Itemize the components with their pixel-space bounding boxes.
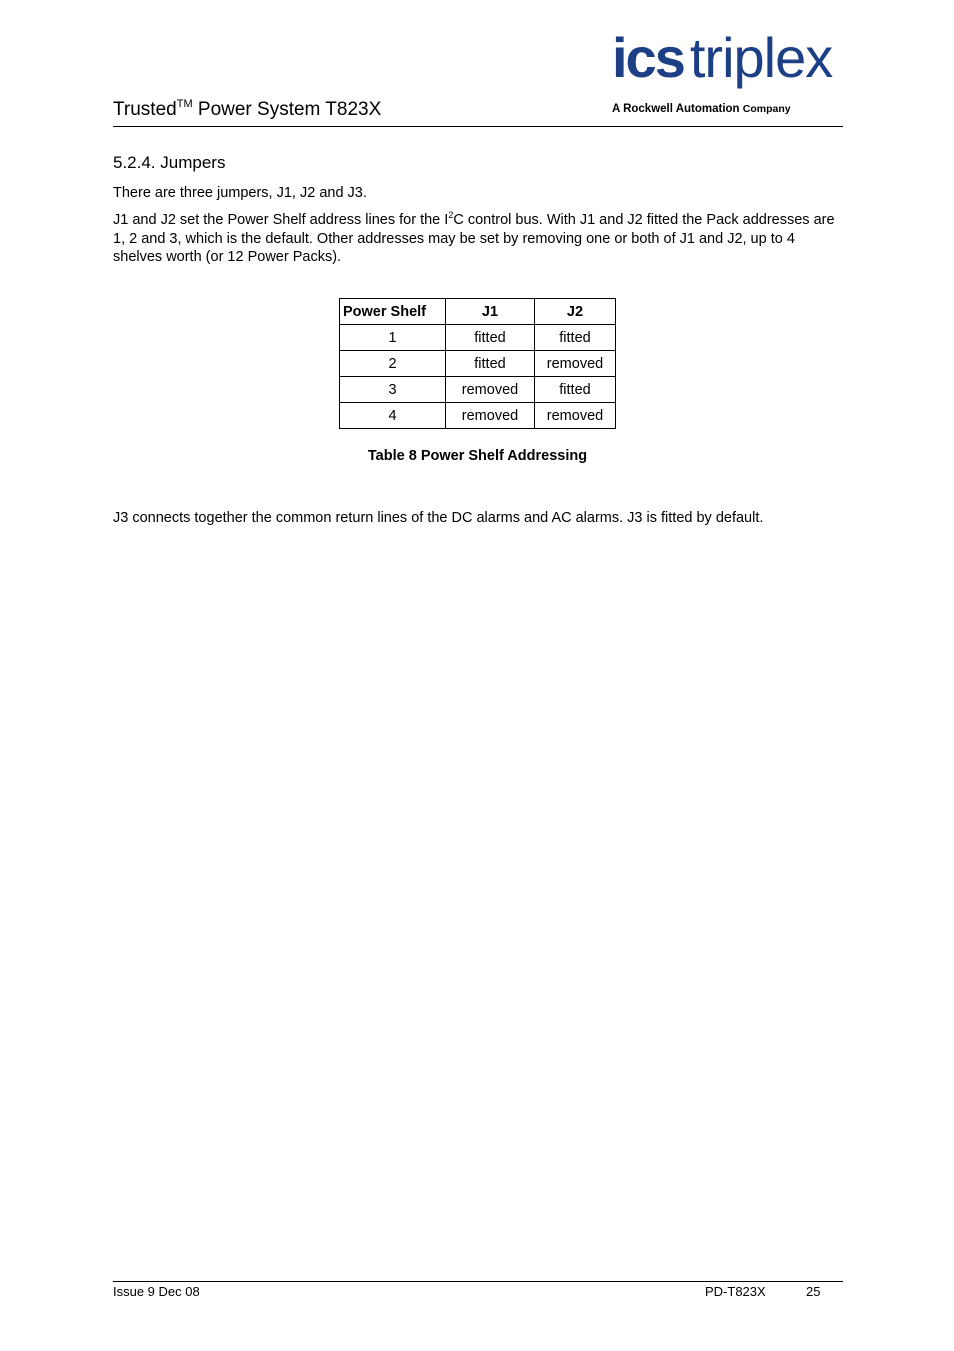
- j3-paragraph: J3 connects together the common return lines of the DC alarms and AC alarms. J3 is fitted by default.: [113, 510, 764, 526]
- table-header-cell: Power Shelf: [340, 299, 446, 325]
- address-paragraph-end: C control bus. With J1 and J2 fitted the Pack addresses are 1, 2 and 3, which is the default. Other addresses may be set by removing one or both of J1 and J2, up to 4 shelves worth (or 12 Power Packs).: [113, 212, 835, 266]
- footer-issue: Issue 9 Dec 08: [113, 1284, 200, 1299]
- table-cell: removed: [446, 403, 535, 429]
- table-cell: 3: [340, 377, 446, 403]
- table-cell: 4: [340, 403, 446, 429]
- table-cell: removed: [446, 377, 535, 403]
- address-paragraph-start: J1 and J2 set the Power Shelf address lines for the I: [113, 212, 449, 228]
- footer-page-number: 25: [806, 1284, 821, 1299]
- table-header-cell: J1: [446, 299, 535, 325]
- table-cell: fitted: [446, 325, 535, 351]
- table-row: [340, 377, 616, 403]
- title-suffix: Power System T823X: [197, 99, 382, 120]
- logo-light-text: triplex: [689, 26, 833, 89]
- company-logo: [612, 26, 833, 89]
- table-row: [340, 351, 616, 377]
- table-caption: Table 8 Power Shelf Addressing: [367, 448, 588, 464]
- table-cell: removed: [535, 403, 616, 429]
- table-cell: fitted: [535, 325, 616, 351]
- logo-bold-text: ics: [612, 26, 684, 89]
- footer-document-id: PD-T823X: [705, 1284, 766, 1299]
- logo-tagline: [612, 103, 842, 115]
- superscript-two: 2: [448, 210, 454, 220]
- table-header-row: [340, 299, 616, 325]
- header-rule: [113, 126, 843, 127]
- address-paragraph: [113, 211, 845, 267]
- table-row: [340, 403, 616, 429]
- table-cell: 1: [340, 325, 446, 351]
- logo-tagline-company: Company: [742, 103, 791, 115]
- table-row: [340, 325, 616, 351]
- document-title: [113, 99, 381, 121]
- section-heading: 5.2.4. Jumpers: [113, 153, 226, 172]
- footer-rule: [113, 1281, 843, 1282]
- logo-tagline-text: A Rockwell Automation: [612, 103, 740, 115]
- table-header-cell: J2: [535, 299, 616, 325]
- trademark-mark: TM: [176, 98, 193, 110]
- table-cell: 2: [340, 351, 446, 377]
- table-cell: removed: [535, 351, 616, 377]
- title-prefix: Trusted: [113, 99, 177, 120]
- table-cell: fitted: [446, 351, 535, 377]
- intro-paragraph: There are three jumpers, J1, J2 and J3.: [113, 185, 367, 201]
- table-cell: fitted: [535, 377, 616, 403]
- power-shelf-addressing-table: [339, 298, 616, 429]
